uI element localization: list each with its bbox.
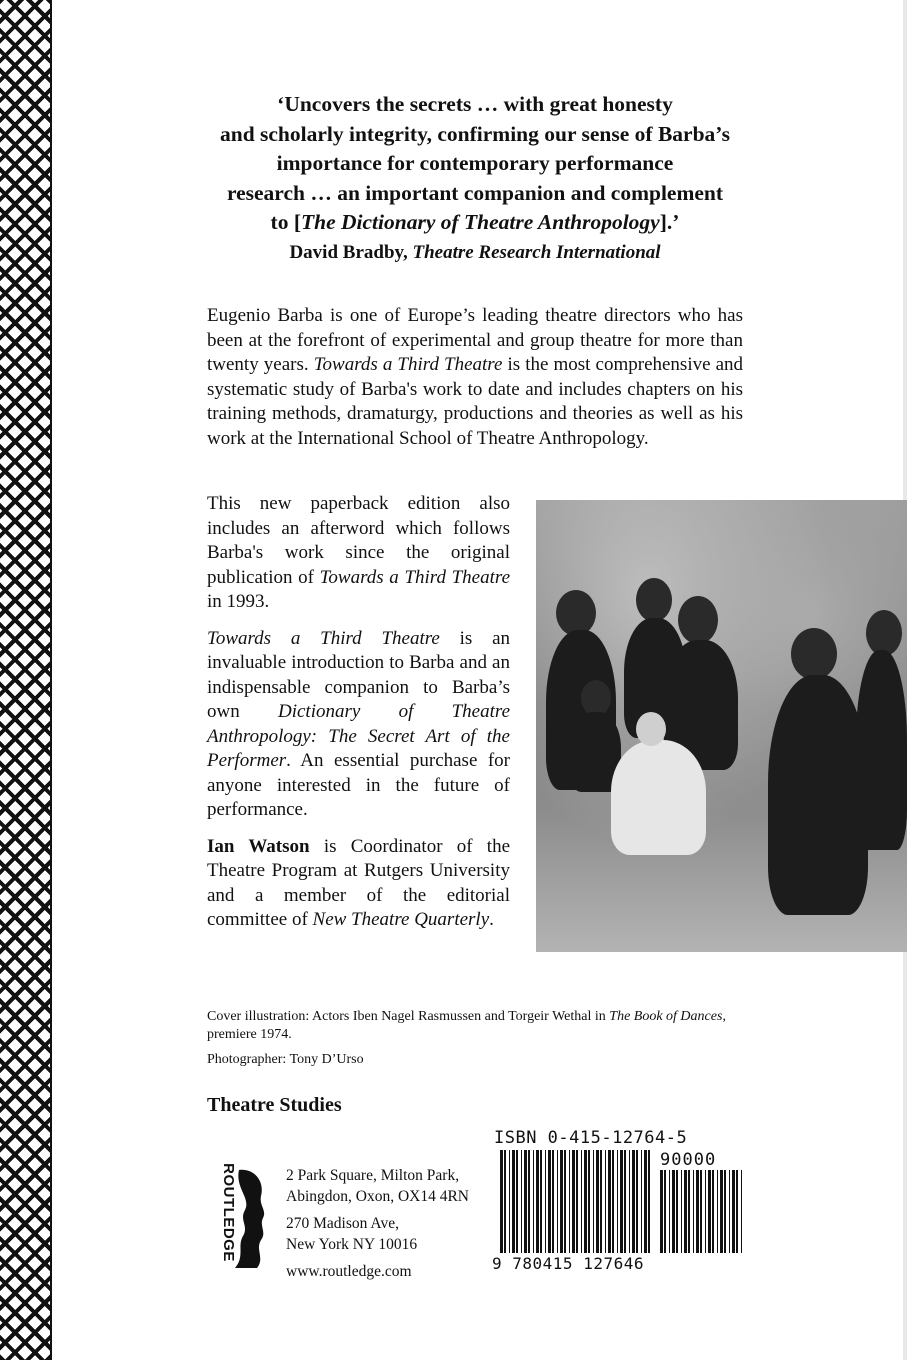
publisher-address: 2 Park Square, Milton Park, Abingdon, Oxon, OX14 4RN 270 Madison Ave, New York NY 10016 www.routledge.com [286, 1167, 469, 1280]
paperback-paragraph: This new paperback edition also includes an afterword which follows Barba's work since the original publication of Towards a Third Theatre in 1993. [207, 493, 511, 612]
description-column [207, 492, 510, 945]
price-code: 90000 [660, 1150, 717, 1170]
isbn-barcode [500, 1150, 650, 1253]
author-bio: Ian Watson is Coordinator of the Theatre Program at Rutgers University and a member of the editorial committee of New Theatre Quarterly. [207, 835, 511, 930]
intro-paragraph: Eugenio Barba is one of Europe’s leading theatre directors who has been at the forefront of experimental and group theatre for more than twenty years. Towards a Third Theatre is the most comprehensive and systematic study of Barba's work to date and includes chapters on his training methods, dramaturgy, productions and theories as well as his work at the International School of Theatre Anthropology. [207, 305, 744, 449]
summary-paragraph: Towards a Third Theatre is an invaluable introduction to Barba and an indispensable companion to Barba’s own Dictionary of Theatre Anthropology: The Secret Art of the Performer. An essential purchase for anyone interested in the future of performance. [207, 627, 511, 820]
ean-number: 9 780415 127646 [492, 1254, 644, 1273]
cover-caption: Cover illustration: Actors Iben Nagel Rasmussen and Torgeir Wethal in The Book of Dances, premiere 1974. [207, 1009, 726, 1042]
review-quote: ‘Uncovers the secrets … with great honesty and scholarly integrity, confirming our sense of Barba’s importance for contemporary performance research … an important companion and complement to [The Dictionary of Theatre Anthropology].’ [219, 92, 731, 234]
quote-attribution: David Bradby, Theatre Research International [289, 242, 661, 263]
price-barcode [660, 1170, 743, 1253]
decorative-border [0, 0, 52, 1360]
cover-photo [536, 500, 907, 952]
routledge-logo: ROUTLEDGE [205, 1166, 273, 1272]
isbn-label: ISBN 0-415-12764-5 [494, 1128, 688, 1148]
series-label: Theatre Studies [207, 1094, 342, 1116]
photographer-credit: Photographer: Tony D’Urso [207, 1052, 364, 1067]
publisher-website[interactable]: www.routledge.com [286, 1263, 412, 1280]
